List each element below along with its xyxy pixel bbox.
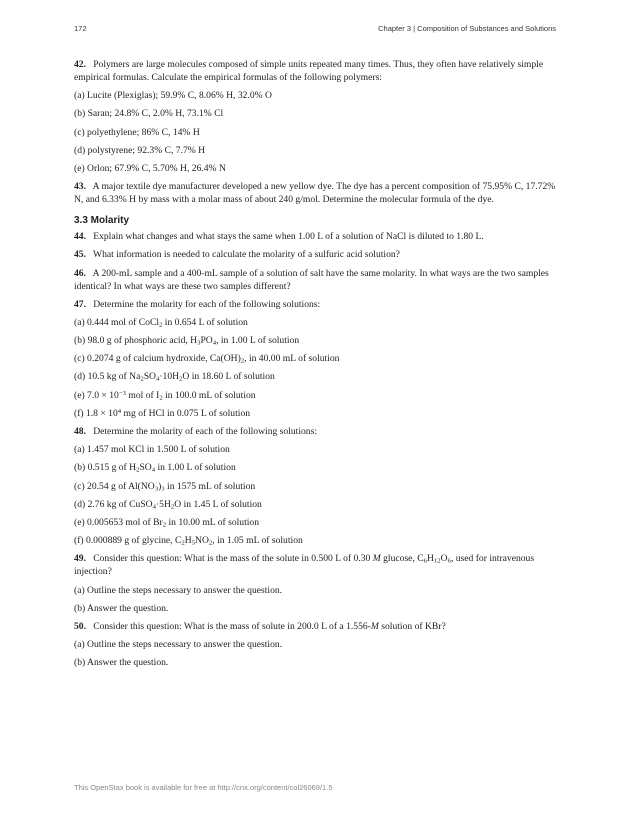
q49-part-b: (b) Answer the question.	[74, 602, 169, 614]
q47-part-e: (e) $7.0 \times 10^{-3}$ mol of $I_2$ in 100.0 mL of solution	[74, 389, 256, 402]
q47-part-c: (c) 0.2074 g of calcium hydroxide, $Ca(OH)_2$, in 40.00 mL of solution	[74, 353, 340, 365]
question-42	[74, 58, 556, 84]
question-number: 45.	[74, 249, 86, 261]
question-50: 50. Consider this question: What is the mass of solute in 200.0 L of a 1.556-M solution of KBr?	[74, 620, 446, 632]
q42-part-b: (b) Saran; 24.8% C, 2.0% H, 73.1% Cl	[74, 108, 224, 120]
q42-part-a: (a) Lucite (Plexiglas); 59.9% C, 8.06% H, 32.0% O	[74, 90, 272, 102]
q48-part-b: (b) 0.515 g of $H_2SO_4$ in 1.00 L of solution	[74, 462, 236, 475]
question-text: What information is needed to calculate the molarity of a sulfuric acid solution?	[93, 249, 400, 261]
q48-part-f: (f) 0.000889 g of glycine, $C_2H_5NO_2$, in 1.05 mL of solution	[74, 535, 303, 547]
q48-part-e: (e) 0.005653 mol of $Br_2$ in 10.00 mL of solution	[74, 516, 260, 529]
question-text: Explain what changes and what stays the same when 1.00 L of a solution of NaCl is diluted to 1.80 L.	[93, 231, 484, 243]
question-number: 50.	[74, 620, 86, 632]
q48-part-a: (a) 1.457 mol KCl in 1.500 L of solution	[74, 444, 230, 456]
question-text: A major textile dye manufacturer developed a new yellow dye. The dye has a percent composition of 75.95% C, 17.72% N, and 6.33% H by mass with a molar mass of about 240 g/mol. Determine the molecular formula of the dye.	[74, 181, 556, 206]
question-43	[74, 180, 556, 206]
q47-part-d: (d) 10.5 kg of $Na_2SO_4\cdot 10H_2O$ in 18.60 L of solution	[74, 371, 275, 384]
page-content	[74, 58, 556, 674]
question-48	[74, 425, 556, 438]
q42-part-e: (e) Orlon; 67.9% C, 5.70% H, 26.4% N	[74, 162, 226, 174]
question-text: Determine the molarity for each of the following solutions:	[93, 298, 321, 310]
question-text: Determine the molarity of each of the following solutions:	[93, 426, 318, 437]
q48-part-c: (c) 20.54 g of $Al(NO_3)_3$ in 1575 mL of solution	[74, 480, 256, 493]
section-heading: 3.3 Molarity	[74, 215, 130, 227]
q47-part-a: (a) 0.444 mol of CoCl$_2$ in 0.654 L of solution	[74, 316, 248, 329]
question-44	[74, 230, 556, 243]
question-49: 49. Consider this question: What is the mass of the solute in 0.500 L of 0.30 M glucose, $C_6H_{12}O_6$, used for intravenous injection?	[74, 553, 535, 578]
question-number: 44.	[74, 231, 86, 243]
question-number: 46.	[74, 267, 86, 279]
q47-part-f: (f) $1.8 \times 10^4$ mg of HCl in 0.075 L of solution	[74, 407, 251, 419]
question-47	[74, 298, 556, 311]
footer-note: This OpenStax book is available for free at http://cnx.org/content/col26069/1.5	[74, 783, 333, 792]
q48-part-d: (d) 2.76 kg of $CuSO_4\cdot 5H_2O$ in 1.45 L of solution	[74, 498, 262, 511]
question-46	[74, 267, 556, 293]
question-text: A 200-mL sample and a 400-mL sample of a solution of salt have the same molarity. In what ways are the two samples identical? In what ways are these two samples different?	[74, 267, 549, 292]
q50-part-b: (b) Answer the question.	[74, 657, 169, 669]
chapter-title: Chapter 3 | Composition of Substances and Solutions	[378, 24, 556, 33]
q49-part-a: (a) Outline the steps necessary to answer the question.	[74, 584, 283, 596]
q47-part-b: (b) 98.0 g of phosphoric acid, $H_3PO_4$, in 1.00 L of solution	[74, 335, 300, 347]
question-text: Polymers are large molecules composed of simple units repeated many times. Thus, they often have relatively simple empirical formulas. Calculate the empirical formulas of the following polymers:	[74, 59, 544, 83]
q42-part-d: (d) polystyrene; 92.3% C, 7.7% H	[74, 144, 206, 156]
question-number: 43.	[74, 181, 86, 193]
question-number: 49.	[74, 553, 86, 565]
question-45	[74, 248, 556, 261]
question-number: 42.	[74, 59, 86, 70]
question-number: 48.	[74, 426, 86, 437]
page-number: 172	[74, 24, 87, 33]
q50-part-a: (a) Outline the steps necessary to answer the question.	[74, 639, 283, 651]
q42-part-c: (c) polyethylene; 86% C, 14% H	[74, 126, 200, 138]
question-number: 47.	[74, 298, 86, 310]
